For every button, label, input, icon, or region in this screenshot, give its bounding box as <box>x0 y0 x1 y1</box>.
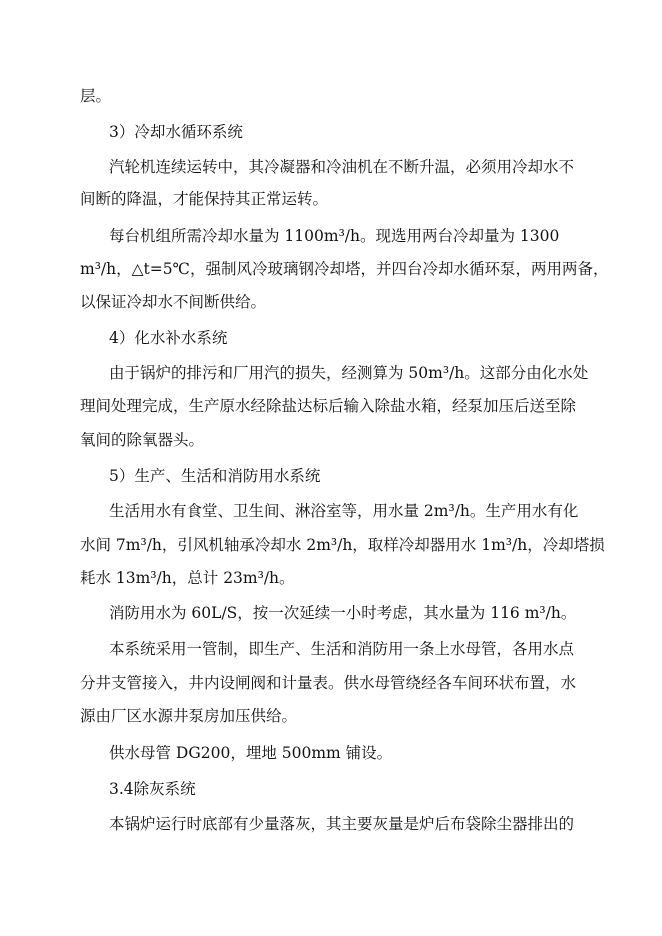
paragraph-line: 氧间的除氧器头。 <box>80 431 205 449</box>
paragraph-line: 本锅炉运行时底部有少量落灰，其主要灰量是炉后布袋除尘器排出的 <box>109 815 575 833</box>
paragraph-line: 生活用水有食堂、卫生间、淋浴室等，用水量 2m³/h。生产用水有化 <box>109 502 579 520</box>
paragraph-line: 水间 7m³/h，引风机轴承冷却水 2m³/h，取样冷却器用水 1m³/h，冷却塔损 <box>80 536 605 554</box>
paragraph-line: 分井支管接入，井内设闸阀和计量表。供水母管绕经各车间环状布置，水 <box>80 674 577 692</box>
paragraph-line: 间断的降温，才能保持其正常运转。 <box>80 190 329 208</box>
paragraph-line: 以保证冷却水不间断供给。 <box>80 293 267 311</box>
paragraph-line: 耗水 13m³/h，总计 23m³/h。 <box>80 569 295 587</box>
paragraph-line: 汽轮机连续运转中，其冷凝器和冷油机在不断升温，必须用冷却水不 <box>109 158 575 176</box>
paragraph-line: 供水母管 DG200，埋地 500mm 铺设。 <box>109 744 393 762</box>
paragraph-line-continuation: 层。 <box>80 87 112 105</box>
paragraph-line: 由于锅炉的排污和厂用汽的损失，经测算为 50m³/h。这部分由化水处 <box>109 364 589 382</box>
paragraph-line: 源由厂区水源井泵房加压供给。 <box>80 707 298 725</box>
paragraph-line: 消防用水为 60L/S，按一次延续一小时考虑，其水量为 116 m³/h。 <box>109 604 577 622</box>
paragraph-line: 理间处理完成，生产原水经除盐达标后输入除盐水箱，经泵加压后送至除 <box>80 397 577 415</box>
section-heading-water-supply: 5）生产、生活和消防用水系统 <box>109 467 321 485</box>
section-heading-ash-removal: 3.4除灰系统 <box>109 780 196 798</box>
paragraph-line: m³/h，△t=5℃，强制风冷玻璃钢冷却塔，并四台冷却水循环泵，两用两备， <box>80 260 609 278</box>
section-heading-cooling-water: 3）冷却水循环系统 <box>109 123 243 141</box>
paragraph-line: 每台机组所需冷却水量为 1100m³/h。现选用两台冷却量为 1300 <box>109 227 560 245</box>
paragraph-line: 本系统采用一管制，即生产、生活和消防用一条上水母管，各用水点 <box>109 640 575 658</box>
section-heading-makeup-water: 4）化水补水系统 <box>109 329 228 347</box>
